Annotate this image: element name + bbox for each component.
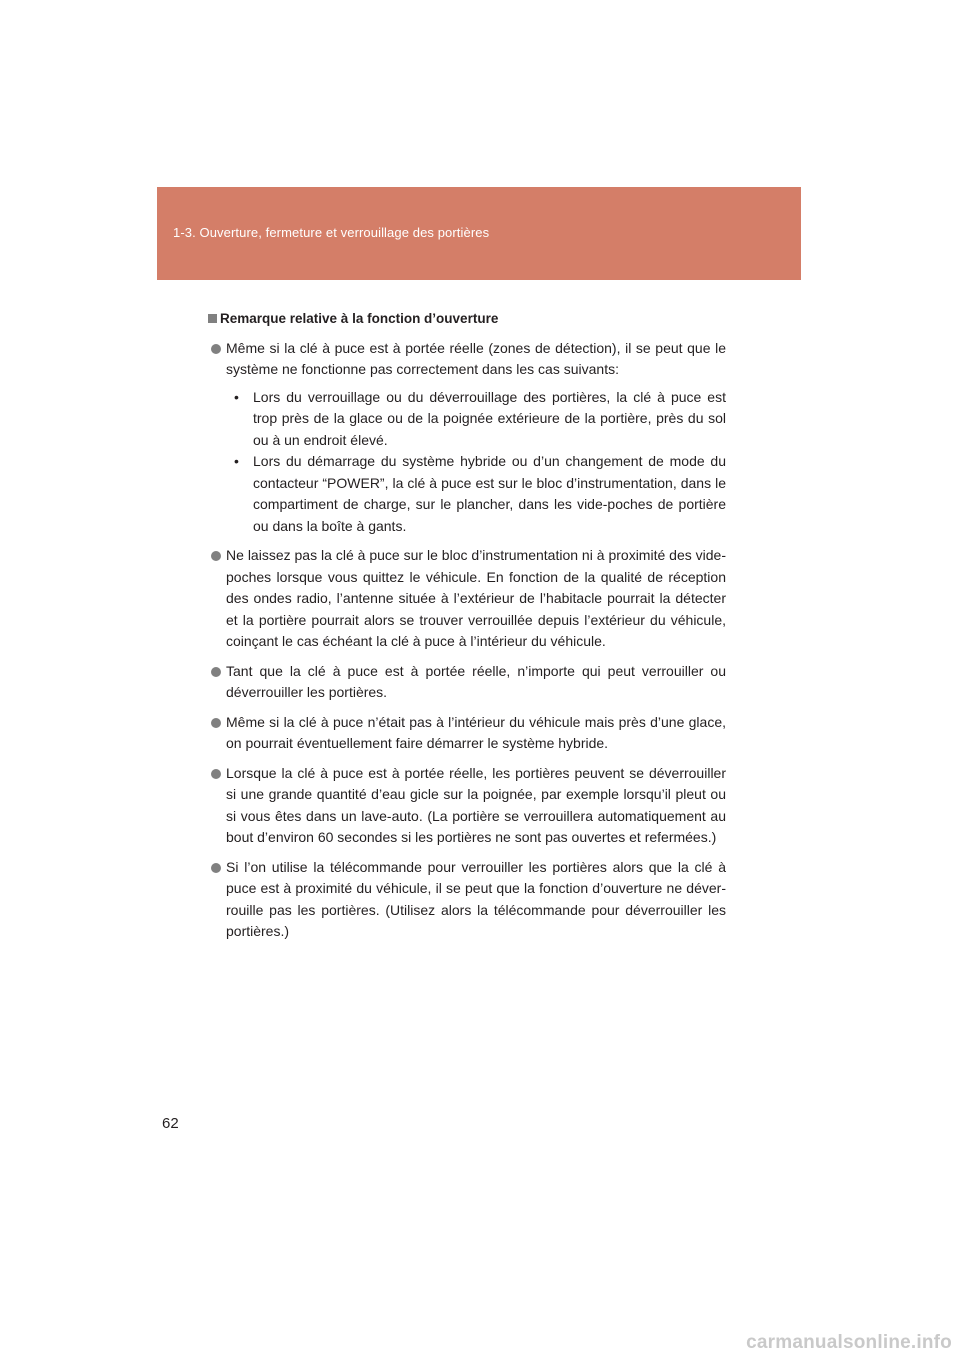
watermark-link[interactable]: carmanualsonline.info bbox=[746, 1332, 952, 1353]
circle-bullet-icon bbox=[211, 863, 221, 873]
list-item bbox=[208, 857, 726, 943]
list-item-text: Même si la clé à puce est à portée réelle (zones de détection), il se peut que le système ne fonctionne pas correctement dans les cas suivants: bbox=[226, 339, 726, 377]
circle-bullet-icon bbox=[211, 769, 221, 779]
main-content bbox=[208, 308, 726, 951]
sub-list-item bbox=[226, 451, 726, 537]
list-item-text: Ne laissez pas la clé à puce sur le bloc d’instrumentation ni à proximité des vide-poches lorsque vous quittez le véhicule. En fonction de la qualité de réception des ondes radio, l’antenne située à l’extérieur de l’habitacle pourrait la détecter et la portière pourrait alors se trouver verrouillée depuis l’extérieur du véhicule, coinçant le cas échéant la clé à puce à l’intérieur du véhicule. bbox=[226, 547, 726, 649]
list-item bbox=[208, 338, 726, 538]
sub-list-item-text: Lors du verrouillage ou du déverrouillage des portières, la clé à puce est trop près de la glace ou de la poignée extérieure de la portière, près du sol ou à un endroit élevé. bbox=[253, 388, 726, 448]
sub-list-item bbox=[226, 387, 726, 452]
section-heading-text: Remarque relative à la fonction d’ouverture bbox=[220, 311, 499, 326]
chapter-title: 1-3. Ouverture, fermeture et verrouillage des portières bbox=[173, 225, 490, 240]
list-item-text: Si l’on utilise la télécommande pour verrouiller les portières alors que la clé à puce est à proximité du véhicule, il se peut que la fonction d’ouverture ne déver-rouille pas les portières. (Utilisez alors la télécommande pour déverrouiller les portières.) bbox=[226, 858, 726, 939]
small-bullet-icon: • bbox=[234, 453, 239, 469]
circle-bullet-icon bbox=[211, 551, 221, 561]
list-item-text: Lorsque la clé à puce est à portée réelle, les portières peuvent se déverrouiller si une grande quantité d’eau gicle sur la poignée, par exemple lorsqu’il pleut ou si vous êtes dans un lave-auto. (La portière se verrouillera automatiquement au bout d’environ 60 secondes si les portières ne sont pas ouvertes et refermées.) bbox=[226, 764, 726, 845]
sub-list bbox=[226, 387, 726, 538]
list-item-text: Tant que la clé à puce est à portée réelle, n’importe qui peut verrouiller ou déverrouiller les portières. bbox=[226, 662, 726, 700]
list-item bbox=[208, 712, 726, 755]
sub-list-item-text: Lors du démarrage du système hybride ou d’un changement de mode du contacteur “POWER”, la clé à puce est sur le bloc d’instrumentation, dans le compartiment de charge, sur le plancher, dans les vide-poches de portière ou dans la boîte à gants. bbox=[253, 453, 726, 534]
list-item bbox=[208, 545, 726, 653]
list-item bbox=[208, 661, 726, 704]
circle-bullet-icon bbox=[211, 344, 221, 354]
square-bullet-icon bbox=[208, 314, 217, 323]
circle-bullet-icon bbox=[211, 718, 221, 728]
circle-bullet-icon bbox=[211, 667, 221, 677]
section-header-band bbox=[157, 187, 801, 280]
page-number: 62 bbox=[162, 1115, 179, 1132]
list-item-text: Même si la clé à puce n’était pas à l’intérieur du véhicule mais près d’une glace, on pourrait éventuellement faire démarrer le système hybride. bbox=[226, 713, 726, 751]
section-heading bbox=[208, 308, 726, 330]
small-bullet-icon: • bbox=[234, 388, 239, 405]
list-item bbox=[208, 763, 726, 849]
